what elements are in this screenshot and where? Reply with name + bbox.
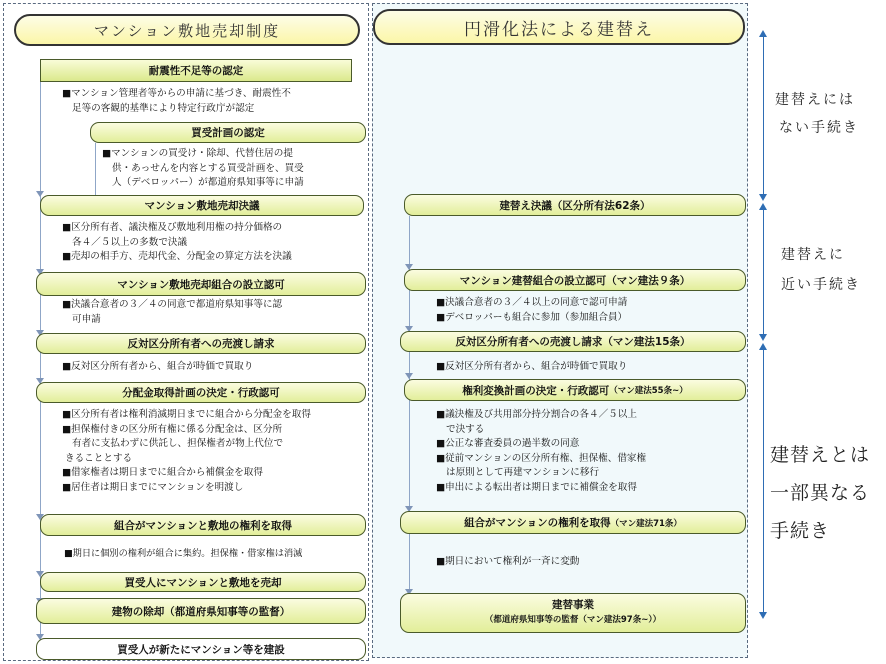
note-rebuild-association: ■決議合意者の３／４以上の同意で認可申請 ■デベロッパーも組合に参加（参加組合員） <box>436 297 628 323</box>
note-sale-demand-right: ■反対区分所有者から、組合が時価で買取り <box>436 361 628 372</box>
bracket-2-line <box>763 209 764 334</box>
bracket-1-line <box>763 36 764 194</box>
step-sale-resolution: マンション敷地売却決議 <box>40 195 364 216</box>
step-rebuild-project: 建替事業 （都道府県知事等の監督（マン建法97条~）） <box>400 593 746 633</box>
step-rebuild-resolution: 建替え決議（区分所有法62条） <box>404 194 746 216</box>
step-sell-to-buyer: 買受人にマンションと敷地を売却 <box>40 572 366 592</box>
step-demolition: 建物の除却（都道府県知事等の監督） <box>36 598 366 624</box>
note-purchase-plan: ■マンションの買受け・除却、代替住居の提 供・あっせんを内容とする買受計画を、買受 人（デベロッパー）が都道府県知事等に申請 <box>102 148 304 188</box>
note-distribution-plan: ■区分所有者は権利消滅期日までに組合から分配金を取得 ■担保権付きの区分所有権に係る分配金は、区分所 有者に支払わずに供託し、担保権者が物上代位で きることとする ■借家権者は期日までに組合から補償金を取得 ■居住者は期日までにマンションを明渡し <box>62 409 311 493</box>
left-title: マンション敷地売却制度 <box>14 14 360 46</box>
bracket-1-bottom-arrow <box>759 194 767 201</box>
step-rebuild-association-approval: マンション建替組合の設立認可（マン建法９条） <box>404 269 746 291</box>
note-rights-acquisition-left: ■期日に個別の権利が組合に集約。担保権・借家権は消滅 <box>64 548 303 559</box>
note-seismic: ■マンション管理者等からの申請に基づき、耐震性不 足等の客観的基準により特定行政庁が認定 <box>62 88 291 114</box>
note-rights-change: ■期日において権利が一斉に変動 <box>436 556 580 567</box>
left-sub-flow-line <box>95 143 96 195</box>
law-tag-55: （マン建法55条~） <box>609 386 688 396</box>
step-association-acquires-rights: 組合がマンションと敷地の権利を取得 <box>40 514 366 536</box>
law-tag-71: （マン建法71条） <box>610 518 682 529</box>
note-sale-resolution: ■区分所有者、議決権及び敷地利用権の持分価格の 各４／５以上の多数で決議 ■売却の相手方、売却代金、分配金の算定方法を決議 <box>62 222 292 262</box>
bracket-2-bottom-arrow <box>759 334 767 341</box>
step-sale-association-approval: マンション敷地売却組合の設立認可 <box>36 272 366 296</box>
step-rights-conversion-plan: 権利変換計画の決定・行政認可 （マン建法55条~） <box>404 379 746 401</box>
step-purchase-plan-certification: 買受計画の認定 <box>90 122 366 143</box>
step-seismic-certification: 耐震性不足等の認定 <box>40 59 352 82</box>
note-association-approval: ■決議合意者の３／４の同意で都道府県知事等に認 可申請 <box>62 299 283 325</box>
right-title: 円滑化法による建替え <box>373 9 745 45</box>
step-sale-demand-right: 反対区分所有者への売渡し請求（マン建法15条） <box>400 331 746 352</box>
note-sale-demand-left: ■反対区分所有者から、組合が時価で買取り <box>62 361 254 372</box>
step-distribution-plan: 分配金取得計画の決定・行政認可 <box>36 382 366 403</box>
note-rights-conversion: ■議決権及び共用部分持分割合の各４／５以上 で決する ■公正な審査委員の過半数の同意 ■従前マンションの区分所有権、担保権、借家権 は原則として再建マンションに移行 ■申出による転出者は期日までに補償金を取得 <box>436 409 647 493</box>
step-sale-demand-left: 反対区分所有者への売渡し請求 <box>36 333 366 354</box>
bracket-3-line <box>763 349 764 612</box>
side-label-near-rebuild: 建替えに 近い手続き <box>781 247 861 293</box>
step-association-acquires-rights-right: 組合がマンションの権利を取得 （マン建法71条） <box>400 511 746 534</box>
step-new-construction: 買受人が新たにマンション等を建設 <box>36 638 366 660</box>
left-flow-line <box>40 80 41 656</box>
bracket-3-bottom-arrow <box>759 612 767 619</box>
side-label-not-rebuild: 建替えには ない手続き <box>775 92 859 136</box>
side-label-partly-different: 建替えとは 一部異なる 手続き <box>770 444 871 542</box>
